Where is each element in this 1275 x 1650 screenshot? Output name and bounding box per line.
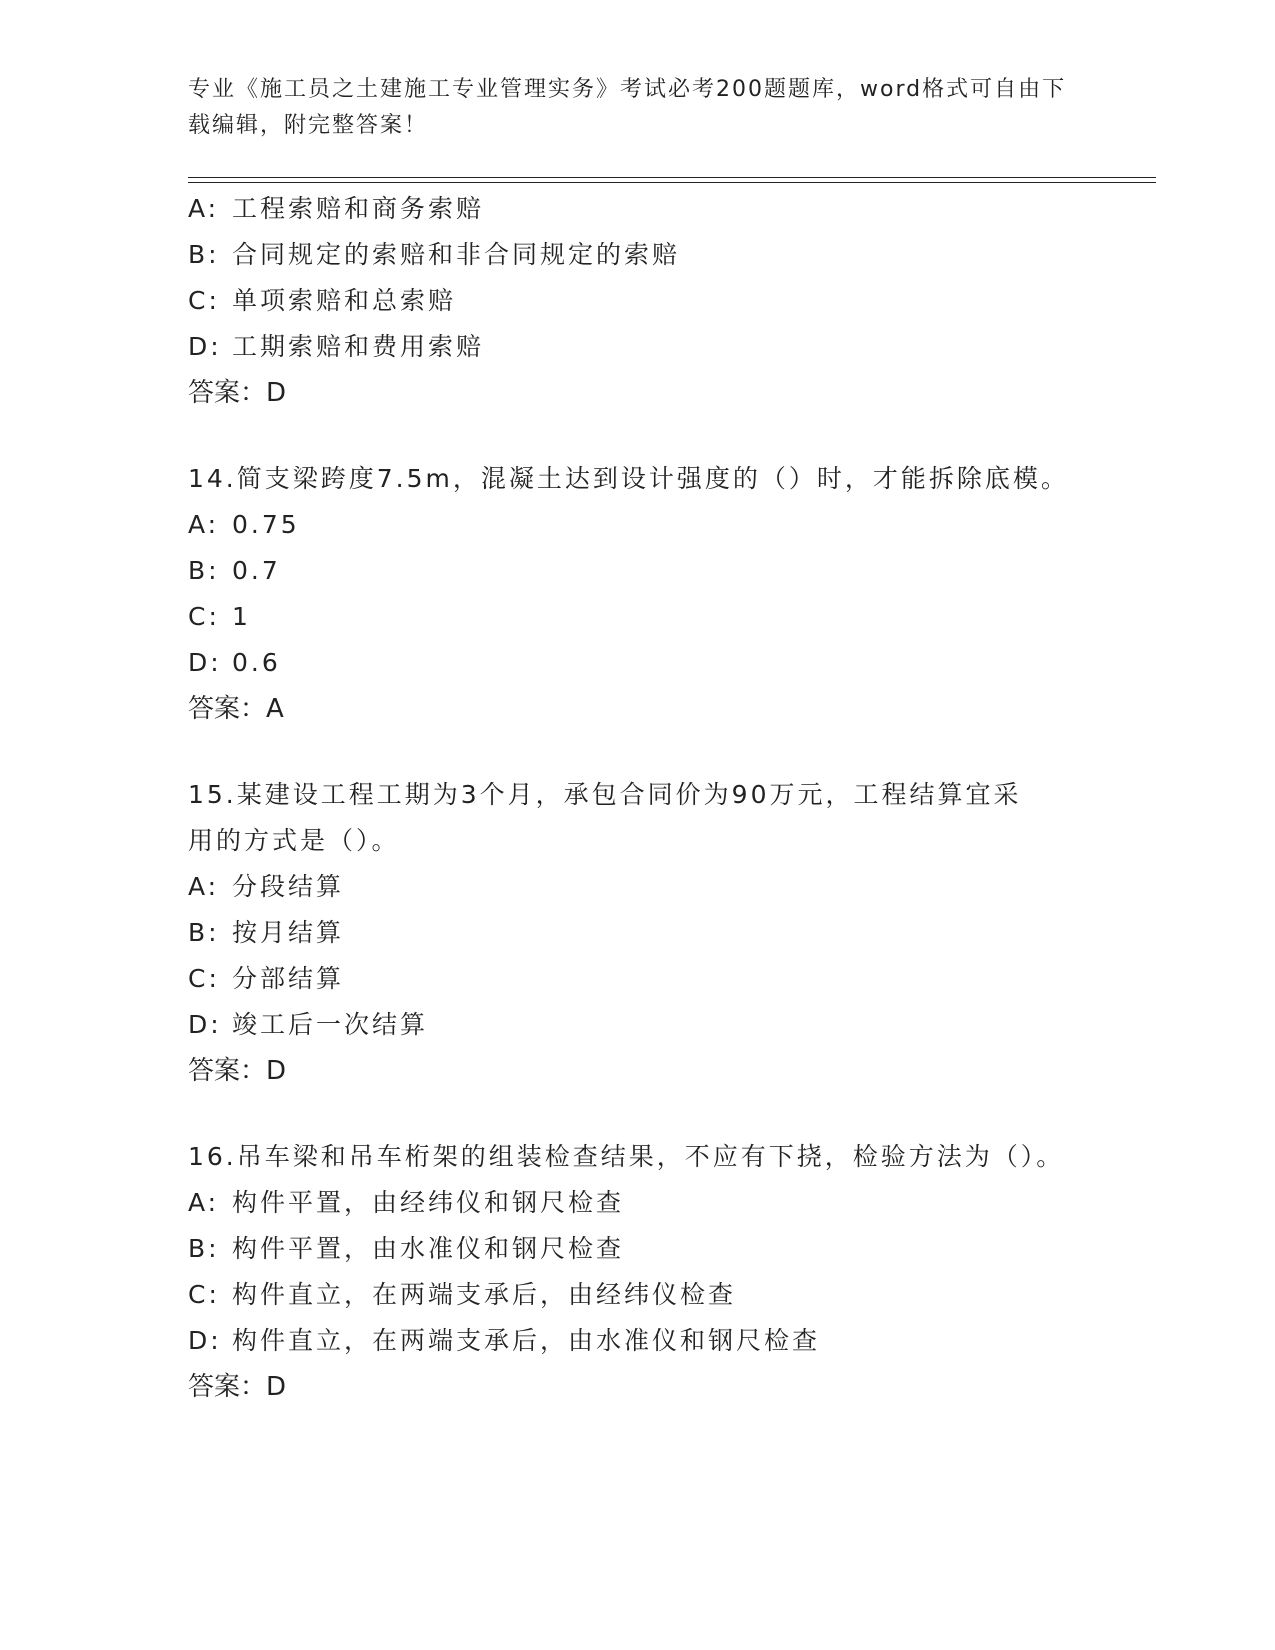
option-b xyxy=(188,1226,1088,1272)
option-b xyxy=(188,232,1088,278)
option-text: 合同规定的索赔和非合同规定的索赔 xyxy=(232,240,681,269)
question-text: 15.某建设工程工期为3个月，承包合同价为90万元，工程结算宜采用的方式是（）。 xyxy=(188,780,1022,855)
option-a xyxy=(188,186,1088,232)
option-tag: A: xyxy=(188,872,220,901)
option-d xyxy=(188,324,1088,370)
option-c xyxy=(188,956,1088,1002)
option-tag: A: xyxy=(188,510,220,539)
option-text: 构件平置，由经纬仪和钢尺检查 xyxy=(232,1188,625,1217)
option-text: 0.7 xyxy=(232,556,281,585)
option-text: 工程索赔和商务索赔 xyxy=(232,194,485,223)
option-c xyxy=(188,594,1088,640)
question-13-block xyxy=(188,186,1088,416)
question-text: 16.吊车梁和吊车桁架的组装检查结果，不应有下挠，检验方法为（）。 xyxy=(188,1142,1065,1171)
option-d xyxy=(188,1318,1088,1364)
answer-label: 答案： xyxy=(188,1372,267,1402)
option-tag: B: xyxy=(188,918,220,947)
question-16-block xyxy=(188,1134,1088,1410)
option-a xyxy=(188,1180,1088,1226)
document-header: 专业《施工员之土建施工专业管理实务》考试必考200题题库，word格式可自由下载编辑，附完整答案！ xyxy=(188,77,1067,138)
option-tag: B: xyxy=(188,240,220,269)
answer-value: D xyxy=(266,1056,288,1086)
option-tag: B: xyxy=(188,556,220,585)
option-tag: C: xyxy=(188,1280,220,1309)
option-tag: C: xyxy=(188,602,220,631)
option-tag: B: xyxy=(188,1234,220,1263)
option-a xyxy=(188,864,1088,910)
option-text: 1 xyxy=(232,602,251,631)
option-b xyxy=(188,548,1088,594)
option-tag: D: xyxy=(188,648,222,677)
option-a xyxy=(188,502,1088,548)
header-divider-top xyxy=(188,177,1156,178)
answer-value: D xyxy=(266,1372,288,1402)
option-text: 构件平置，由水准仪和钢尺检查 xyxy=(232,1234,625,1263)
answer-label: 答案： xyxy=(188,694,267,724)
option-text: 分部结算 xyxy=(232,964,345,993)
question-text: 14.简支梁跨度7.5m，混凝土达到设计强度的（）时，才能拆除底模。 xyxy=(188,464,1069,493)
option-c xyxy=(188,278,1088,324)
answer-label: 答案： xyxy=(188,1056,267,1086)
option-tag: A: xyxy=(188,1188,220,1217)
option-tag: D: xyxy=(188,1326,222,1355)
option-text: 单项索赔和总索赔 xyxy=(232,286,457,315)
option-tag: C: xyxy=(188,286,220,315)
option-tag: C: xyxy=(188,964,220,993)
option-text: 竣工后一次结算 xyxy=(232,1010,429,1039)
option-text: 0.75 xyxy=(232,510,300,539)
question-15-block xyxy=(188,772,1088,1094)
option-text: 工期索赔和费用索赔 xyxy=(232,332,485,361)
answer-line xyxy=(188,370,1088,416)
answer-label: 答案： xyxy=(188,378,267,408)
option-c xyxy=(188,1272,1088,1318)
option-text: 分段结算 xyxy=(232,872,345,901)
question-14-block xyxy=(188,456,1088,732)
option-d xyxy=(188,640,1088,686)
option-d xyxy=(188,1002,1088,1048)
answer-line xyxy=(188,1364,1088,1410)
option-text: 按月结算 xyxy=(232,918,345,947)
option-b xyxy=(188,910,1088,956)
option-tag: D: xyxy=(188,332,222,361)
answer-value: A xyxy=(266,694,285,724)
option-text: 构件直立，在两端支承后，由经纬仪检查 xyxy=(232,1280,737,1309)
answer-value: D xyxy=(266,378,288,408)
option-text: 构件直立，在两端支承后，由水准仪和钢尺检查 xyxy=(232,1326,821,1355)
answer-line xyxy=(188,1048,1088,1094)
option-tag: D: xyxy=(188,1010,222,1039)
option-text: 0.6 xyxy=(232,648,281,677)
option-tag: A: xyxy=(188,194,220,223)
header-divider-bottom xyxy=(188,182,1156,183)
answer-line xyxy=(188,686,1088,732)
